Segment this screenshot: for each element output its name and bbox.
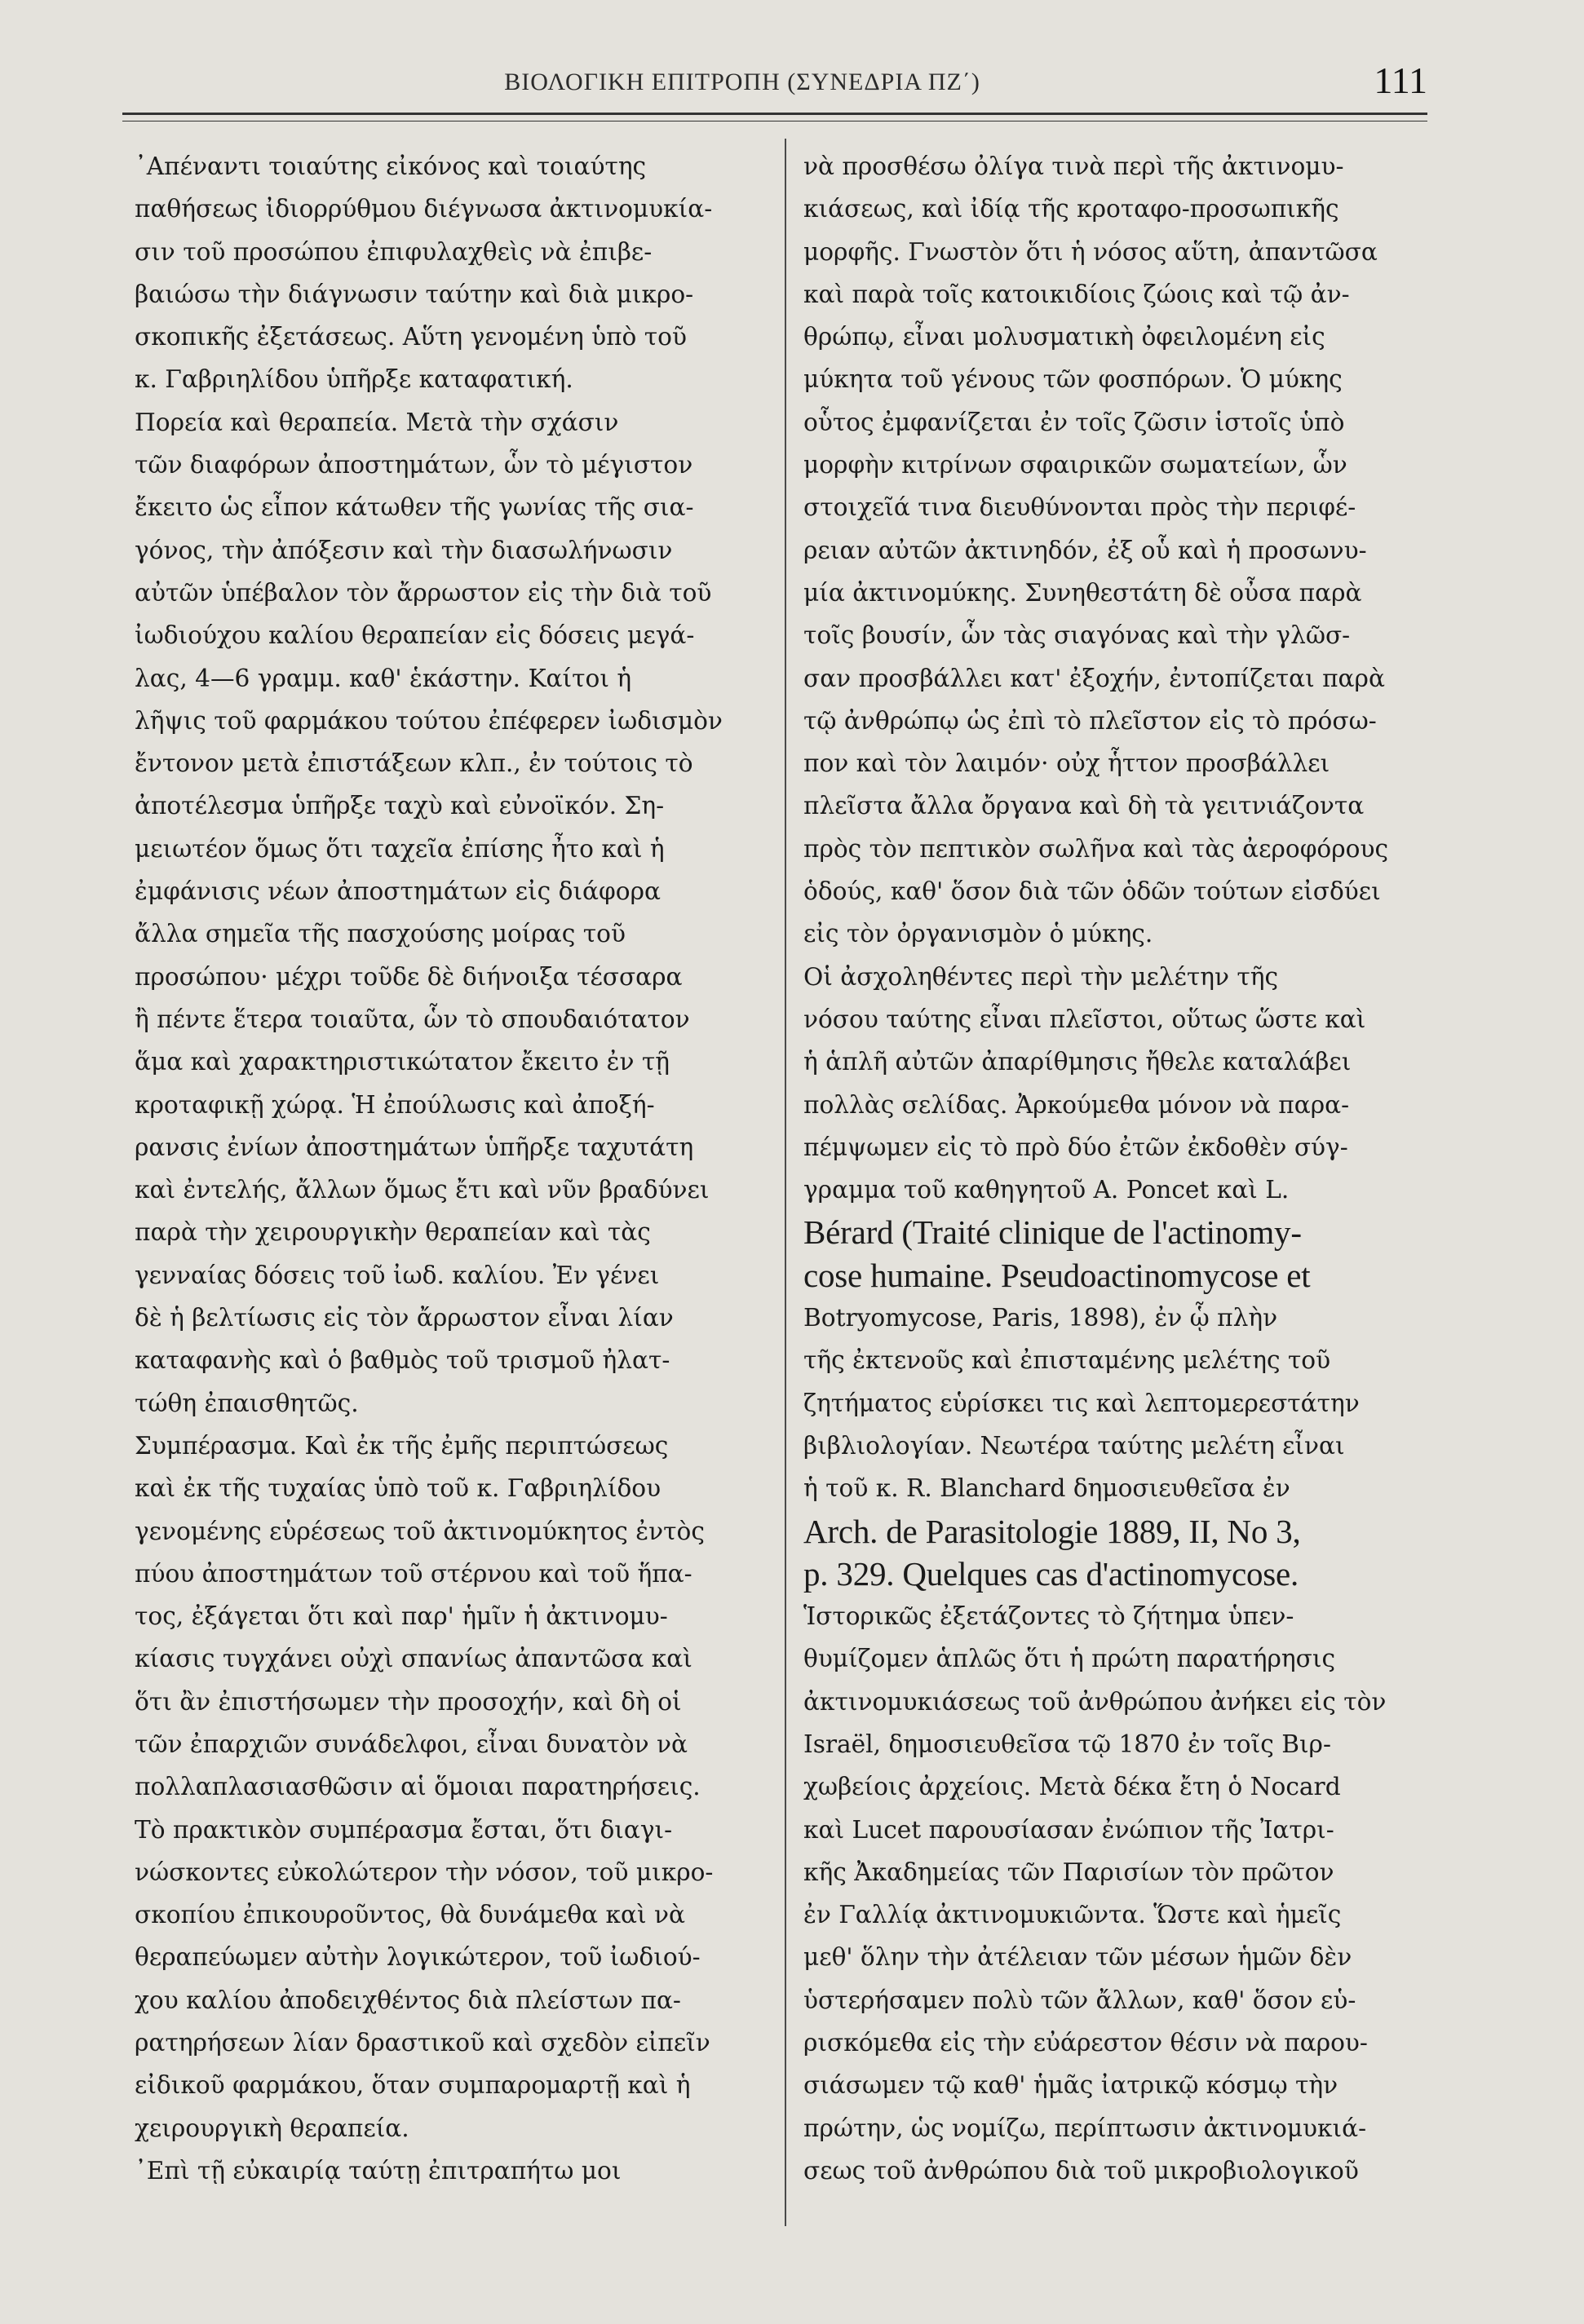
text-line: σιάσωμεν τῷ καθ' ἡμᾶς ἰατρικῷ κόσμῳ τὴν <box>803 2071 1338 2100</box>
text-line: p. 329. Quelques cas d'actinomycose. <box>803 1554 1299 1593</box>
text-line: ἅμα καὶ χαρακτηριστικώτατον ἔκειτο ἐν τῇ <box>135 1048 670 1076</box>
text-line: καὶ παρὰ τοῖς κατοικιδίοις ζώοις καὶ τῷ ἀν- <box>803 280 1350 308</box>
text-line: βαιώσω τὴν διάγνωσιν ταύτην καὶ διὰ μικρο- <box>135 280 694 308</box>
text-line: ζητήματος εὑρίσκει τις καὶ λεπτομερεστάτην <box>803 1389 1360 1417</box>
text-line: παθήσεως ἰδιορρύθμου διέγνωσα ἀκτινομυκία- <box>135 195 713 223</box>
text-line: γενναίας δόσεις τοῦ ἰωδ. καλίου. Ἐν γένει <box>135 1261 660 1289</box>
text-line: ἔκειτο ὡς εἶπον κάτωθεν τῆς γωνίας τῆς σια- <box>135 493 694 522</box>
text-line: κ. Γαβριηλίδου ὑπῆρξε καταφατική. <box>135 365 573 394</box>
text-line: πολλὰς σελίδας. Ἀρκούμεθα μόνον νὰ παρα- <box>803 1090 1350 1119</box>
text-line: γενομένης εὑρέσεως τοῦ ἀκτινομύκητος ἐντὸς <box>135 1517 705 1545</box>
text-line: Τὸ πρακτικὸν συμπέρασμα ἔσται, ὅτι διαγι- <box>135 1815 673 1844</box>
text-line: πολλαπλασιασθῶσιν αἱ ὅμοιαι παρατηρήσεις. <box>135 1773 701 1801</box>
text-line: θεραπεύωμεν αὐτὴν λογικώτερον, τοῦ ἰωδιού- <box>135 1943 701 1972</box>
text-line: καὶ ἐντελής, ἄλλων ὅμως ἔτι καὶ νῦν βραδύνει <box>135 1176 710 1204</box>
text-line: πλεῖστα ἄλλα ὄργανα καὶ δὴ τὰ γειτνιάζοντα <box>803 792 1365 820</box>
text-line: βιβλιολογίαν. Νεωτέρα ταύτης μελέτη εἶναι <box>803 1431 1345 1460</box>
text-line: ἀποτέλεσμα ὑπῆρξε ταχὺ καὶ εὐνοϊκόν. Ση- <box>135 792 665 820</box>
text-line: προσώπου· μέχρι τοῦδε δὲ διήνοιξα τέσσαρα <box>135 962 683 991</box>
text-line: κῆς Ἀκαδημείας τῶν Παρισίων τὸν πρῶτον <box>803 1858 1334 1886</box>
text-line: τῶν ἐπαρχιῶν συνάδελφοι, εἶναι δυνατὸν νὰ <box>135 1730 688 1758</box>
text-line: αὐτῶν ὑπέβαλον τὸν ἄρρωστον εἰς τὴν διὰ τοῦ <box>135 578 712 607</box>
text-line: τῶν διαφόρων ἀποστημάτων, ὧν τὸ μέγιστον <box>135 451 693 479</box>
text-line: ὅτι ἂν ἐπιστήσωμεν τὴν προσοχήν, καὶ δὴ οἱ <box>135 1687 682 1716</box>
text-line: γραμμα τοῦ καθηγητοῦ A. Poncet καὶ L. <box>803 1176 1290 1204</box>
text-line: ᾿Απέναντι τοιαύτης εἰκόνος καὶ τοιαύτης <box>135 152 647 180</box>
header-rule-thin <box>122 121 1427 122</box>
text-line: τος, ἐξάγεται ὅτι καὶ παρ' ἡμῖν ἡ ἀκτινομυ- <box>135 1602 668 1631</box>
text-line: μειωτέον ὅμως ὅτι ταχεῖα ἐπίσης ἦτο καὶ ἡ <box>135 834 665 863</box>
text-line: ρειαν αὐτῶν ἀκτινηδόν, ἐξ οὗ καὶ ἡ προσωνυ- <box>803 536 1367 564</box>
text-line: χωβείοις ἀρχείοις. Μετὰ δέκα ἔτη ὁ Nocard <box>803 1773 1341 1801</box>
text-line: ἰωδιούχου καλίου θεραπείαν εἰς δόσεις μεγά- <box>135 621 695 650</box>
text-line: ἔντονον μετὰ ἐπιστάξεων κλπ., ἐν τούτοις τὸ <box>135 749 693 778</box>
text-line: Bérard (Traité clinique de l'actinomy- <box>803 1213 1302 1252</box>
text-line: νώσκοντες εὐκολώτερον τὴν νόσον, τοῦ μικρο- <box>135 1858 714 1886</box>
text-line: χου καλίου ἀποδειχθέντος διὰ πλείστων πα- <box>135 1986 681 2014</box>
text-line: λῆψις τοῦ φαρμάκου τούτου ἐπέφερεν ἰωδισμὸν <box>135 706 723 735</box>
text-line: cose humaine. Pseudoactinomycose et <box>803 1256 1311 1294</box>
text-line: ὁδούς, καθ' ὅσον διὰ τῶν ὁδῶν τούτων εἰσδύει <box>803 877 1381 906</box>
text-line: τῆς ἐκτενοῦς καὶ ἐπισταμένης μελέτης τοῦ <box>803 1346 1331 1375</box>
text-line: ρατηρήσεων λίαν δραστικοῦ καὶ σχεδὸν εἰπεῖν <box>135 2029 710 2057</box>
text-line: ἡ τοῦ κ. R. Blanchard δημοσιευθεῖσα ἐν <box>803 1474 1290 1503</box>
text-line: εἰδικοῦ φαρμάκου, ὅταν συμπαρομαρτῇ καὶ ἡ <box>135 2071 691 2100</box>
text-line: πρώτην, ὡς νομίζω, περίπτωσιν ἀκτινομυκιά- <box>803 2114 1367 2142</box>
running-header <box>122 55 1427 113</box>
text-line: σιν τοῦ προσώπου ἐπιφυλαχθεὶς νὰ ἐπιβε- <box>135 237 653 266</box>
page-number: 111 <box>1374 60 1427 101</box>
text-line: κιάσεως, καὶ ἰδίᾳ τῆς κροταφο-προσωπικῆς <box>803 195 1339 223</box>
text-line: θυμίζομεν ἁπλῶς ὅτι ἡ πρώτη παρατήρησις <box>803 1645 1336 1673</box>
text-line: ἄλλα σημεῖα τῆς πασχούσης μοίρας τοῦ <box>135 920 626 948</box>
header-title: ΒΙΟΛΟΓΙΚΗ ΕΠΙΤΡΟΠΗ (ΣΥΝΕΔΡΙΑ ΠΖ΄) <box>504 68 980 95</box>
text-line: πον καὶ τὸν λαιμόν· οὐχ ἧττον προσβάλλει <box>803 749 1330 778</box>
text-line: πέμψωμεν εἰς τὸ πρὸ δύο ἐτῶν ἐκδοθὲν σύγ- <box>803 1133 1348 1161</box>
text-line: ἐν Γαλλίᾳ ἀκτινομυκιῶντα. Ὥστε καὶ ἡμεῖς <box>803 1901 1342 1929</box>
text-line: ᾿Επὶ τῇ εὐκαιρίᾳ ταύτῃ ἐπιτραπήτω μοι <box>135 2156 622 2185</box>
text-line: μεθ' ὅλην τὴν ἀτέλειαν τῶν μέσων ἡμῶν δὲν <box>803 1943 1352 1972</box>
text-line: σκοπίου ἐπικουροῦντος, θὰ δυνάμεθα καὶ νὰ <box>135 1901 686 1929</box>
text-line: καὶ ἐκ τῆς τυχαίας ὑπὸ τοῦ κ. Γαβριηλίδου <box>135 1474 661 1503</box>
text-line: θρώπῳ, εἶναι μολυσματικὴ ὀφειλομένη εἰς <box>803 323 1325 351</box>
text-line: Ἱστορικῶς ἐξετάζοντες τὸ ζήτημα ὑπεν- <box>803 1602 1294 1631</box>
text-line: σεως τοῦ ἀνθρώπου διὰ τοῦ μικροβιολογικοῦ <box>803 2156 1359 2185</box>
text-line: λας, 4—6 γραμμ. καθ' ἑκάστην. Καίτοι ἡ <box>135 664 632 692</box>
text-line: ἡ ἁπλῆ αὐτῶν ἀπαρίθμησις ἤθελε καταλάβει <box>803 1048 1352 1076</box>
column-divider <box>785 139 786 2226</box>
text-line: δὲ ἡ βελτίωσις εἰς τὸν ἄρρωστον εἶναι λίαν <box>135 1304 674 1332</box>
header-rule-thick <box>122 113 1427 115</box>
text-line: παρὰ τὴν χειρουργικὴν θεραπείαν καὶ τὰς <box>135 1218 651 1247</box>
text-line: ὑστερήσαμεν πολὺ τῶν ἄλλων, καθ' ὅσον εὑ- <box>803 1986 1356 2014</box>
text-line: μύκητα τοῦ γένους τῶν φοσπόρων. Ὁ μύκης <box>803 365 1343 394</box>
text-line: Arch. de Parasitologie 1889, II, No 3, <box>803 1512 1301 1550</box>
text-line: Πορεία καὶ θεραπεία. Μετὰ τὴν σχάσιν <box>135 408 619 436</box>
left-column <box>135 145 779 2192</box>
text-line: ἢ πέντε ἕτερα τοιαῦτα, ὧν τὸ σπουδαιότατον <box>135 1005 690 1033</box>
text-line: γόνος, τὴν ἀπόξεσιν καὶ τὴν διασωλήνωσιν <box>135 536 673 564</box>
text-line: μορφὴν κιτρίνων σφαιρικῶν σωματείων, ὧν <box>803 451 1347 479</box>
right-column <box>803 145 1448 2192</box>
text-line: νόσου ταύτης εἶναι πλεῖστοι, οὕτως ὥστε καὶ <box>803 1005 1366 1033</box>
text-line: σκοπικῆς ἐξετάσεως. Αὕτη γενομένη ὑπὸ τοῦ <box>135 323 687 351</box>
text-line: ἀκτινομυκιάσεως τοῦ ἀνθρώπου ἀνήκει εἰς τὸν <box>803 1687 1387 1716</box>
text-line: χειρουργικὴ θεραπεία. <box>135 2114 409 2142</box>
text-line: οὗτος ἐμφανίζεται ἐν τοῖς ζῶσιν ἱστοῖς ὑπὸ <box>803 408 1345 436</box>
text-line: καὶ Lucet παρουσίασαν ἐνώπιον τῆς Ἰατρι- <box>803 1815 1334 1844</box>
text-line: μία ἀκτινομύκης. Συνηθεστάτη δὲ οὖσα παρὰ <box>803 578 1362 607</box>
text-line: τῷ ἀνθρώπῳ ὡς ἐπὶ τὸ πλεῖστον εἰς τὸ πρόσω- <box>803 706 1377 735</box>
text-line: τώθη ἐπαισθητῶς. <box>135 1389 359 1417</box>
text-line: Συμπέρασμα. Καὶ ἐκ τῆς ἐμῆς περιπτώσεως <box>135 1431 669 1460</box>
text-line: τοῖς βουσίν, ὧν τὰς σιαγόνας καὶ τὴν γλῶσ- <box>803 621 1351 650</box>
text-line: κροταφικῇ χώρᾳ. Ἡ ἐπούλωσις καὶ ἀποξή- <box>135 1090 655 1119</box>
text-line: καταφανὴς καὶ ὁ βαθμὸς τοῦ τρισμοῦ ἠλατ- <box>135 1346 670 1375</box>
text-line: σαν προσβάλλει κατ' ἐξοχήν, ἐντοπίζεται παρὰ <box>803 664 1385 692</box>
text-line: κίασις τυγχάνει οὐχὶ σπανίως ἀπαντῶσα καὶ <box>135 1645 692 1673</box>
text-line: Οἱ ἀσχοληθέντες περὶ τὴν μελέτην τῆς <box>803 962 1279 991</box>
text-line: μορφῆς. Γνωστὸν ὅτι ἡ νόσος αὕτη, ἀπαντῶσα <box>803 237 1378 266</box>
text-line: στοιχεῖά τινα διευθύνονται πρὸς τὴν περιφέ- <box>803 493 1356 522</box>
text-line: εἰς τὸν ὀργανισμὸν ὁ μύκης. <box>803 920 1153 948</box>
text-line: πύου ἀποστημάτων τοῦ στέρνου καὶ τοῦ ἥπα- <box>135 1559 692 1588</box>
text-line: ρανσις ἐνίων ἀποστημάτων ὑπῆρξε ταχυτάτη <box>135 1133 694 1161</box>
text-line: νὰ προσθέσω ὀλίγα τινὰ περὶ τῆς ἀκτινομυ- <box>803 152 1344 180</box>
text-line: ρισκόμεθα εἰς τὴν εὐάρεστον θέσιν νὰ παρου- <box>803 2029 1368 2057</box>
text-line: πρὸς τὸν πεπτικὸν σωλῆνα καὶ τὰς ἀεροφόρους <box>803 834 1389 863</box>
text-line: Israël, δημοσιευθεῖσα τῷ 1870 ἐν τοῖς Βιρ- <box>803 1730 1331 1758</box>
text-line: ἐμφάνισις νέων ἀποστημάτων εἰς διάφορα <box>135 877 661 906</box>
text-line: Botryomycose, Paris, 1898), ἐν ᾧ πλὴν <box>803 1304 1278 1332</box>
